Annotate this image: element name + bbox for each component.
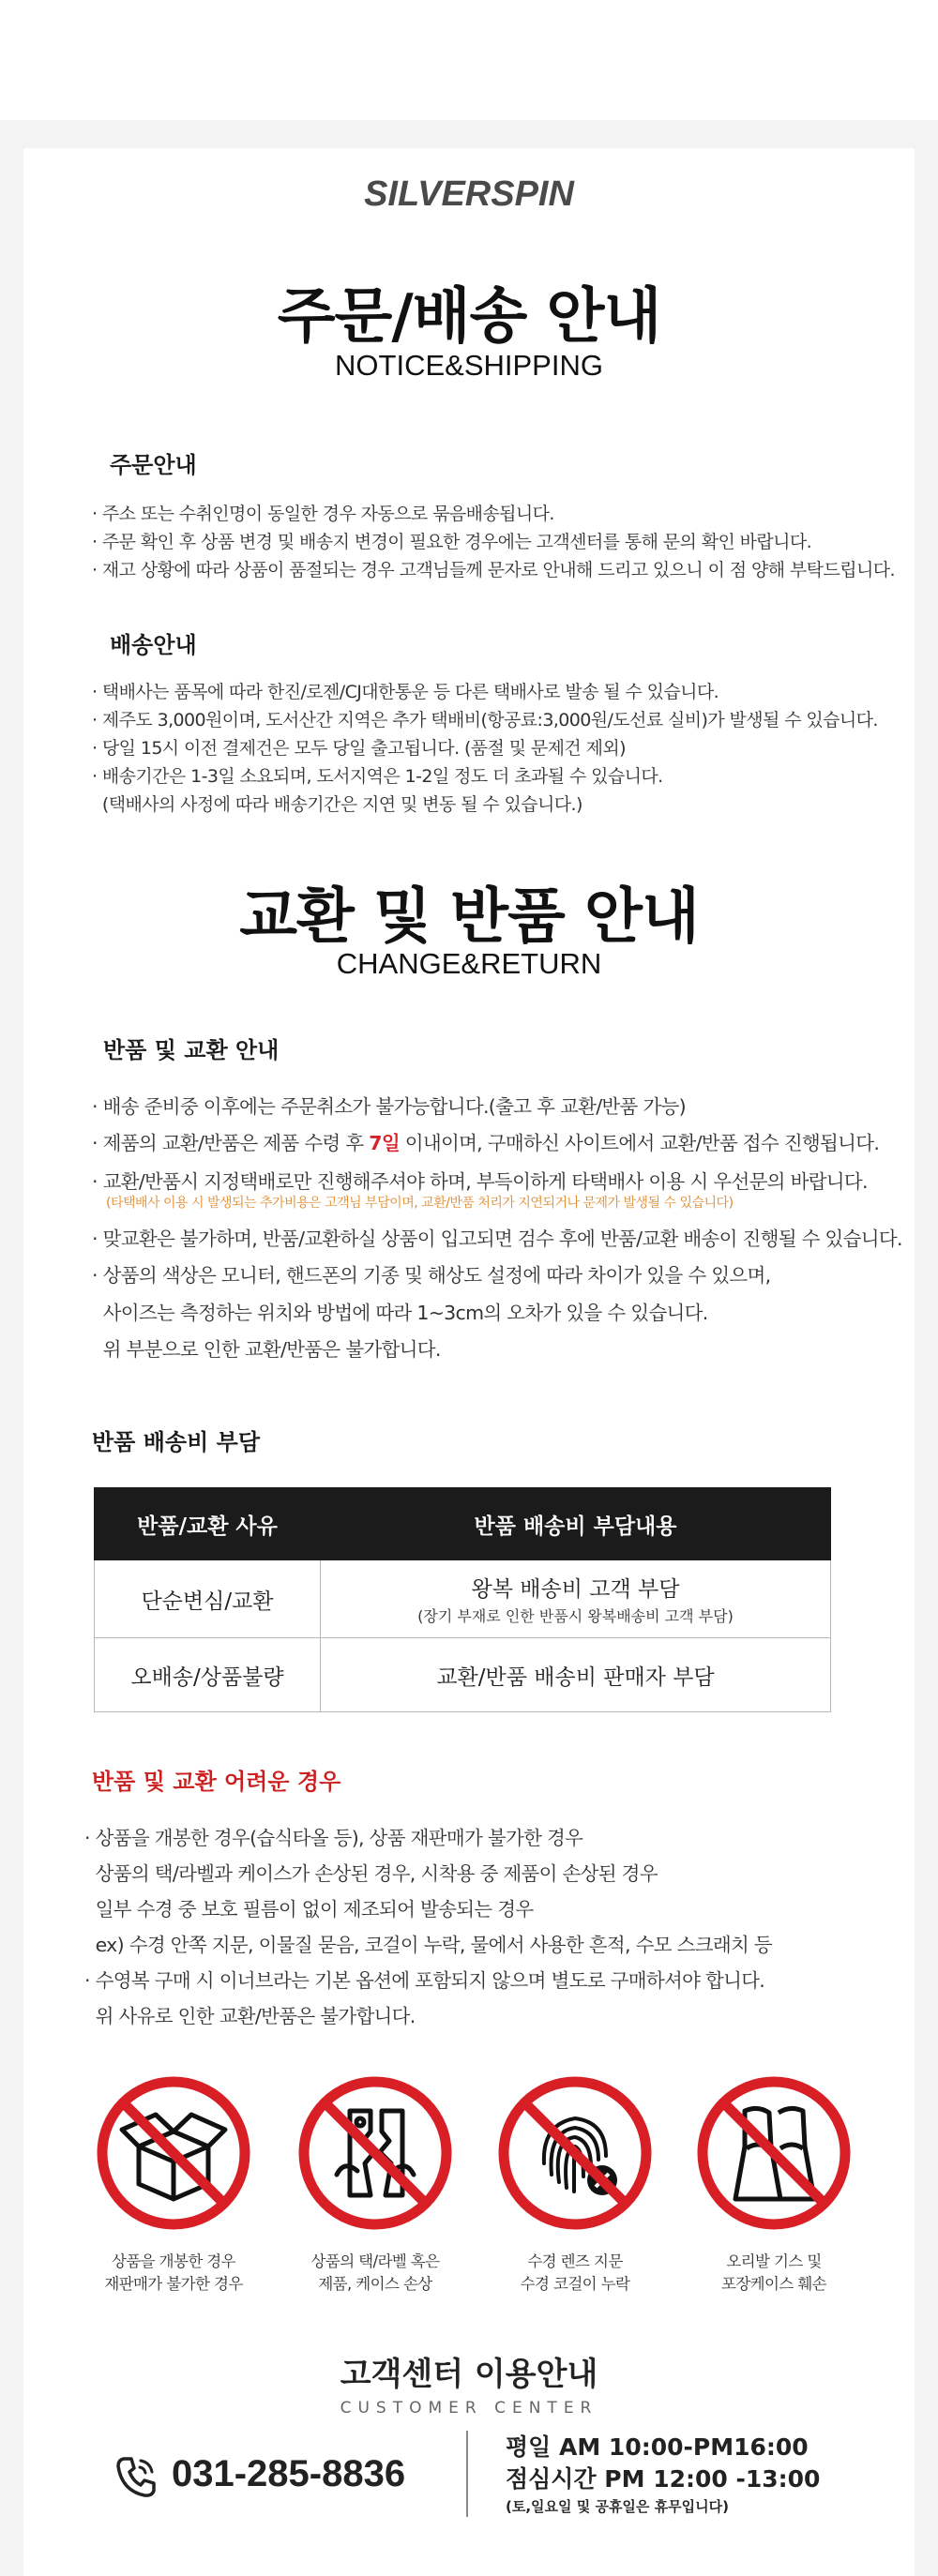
caption-line: 제품, 케이스 손상 xyxy=(318,2275,432,2293)
table-header-content: 반품 배송비 부담내용 xyxy=(321,1488,831,1560)
order-heading: 주문안내 xyxy=(110,452,197,478)
caption-line: 상품의 택/라벨 혹은 xyxy=(310,2252,440,2270)
difficult-line: 상품의 택/라벨과 케이스가 손상된 경우, 시착용 중 제품이 손상된 경우 xyxy=(84,1862,658,1885)
fingerprint-icon xyxy=(495,2073,655,2233)
icon-caption xyxy=(272,2251,478,2296)
caption-line: 수경 렌즈 지문 xyxy=(527,2252,623,2270)
icon-caption xyxy=(472,2251,678,2296)
vertical-divider xyxy=(466,2431,468,2517)
info-card xyxy=(23,148,915,2576)
top-blank-area xyxy=(0,0,938,120)
difficult-cases-heading: 반품 및 교환 어려운 경우 xyxy=(92,1769,341,1795)
caption-line: 재판매가 불가한 경우 xyxy=(104,2275,243,2293)
return-exchange-heading: 반품 및 교환 안내 xyxy=(103,1037,280,1063)
order-line: · 재고 상황에 따라 상품이 품절되는 경우 고객님들께 문자로 안내해 드리고 있으니 이 점 양해 부탁드립니다. xyxy=(92,560,895,580)
fins-icon xyxy=(694,2073,854,2233)
change-return-title: 교환 및 반품 안내 xyxy=(239,882,699,952)
order-shipping-title: 주문/배송 안내 xyxy=(277,282,661,352)
return-line-part: 이내이며, 구매하신 사이트에서 교환/반품 접수 진행됩니다. xyxy=(399,1132,880,1154)
return-line-part: · 제품의 교환/반품은 제품 수령 후 xyxy=(92,1132,370,1154)
order-shipping-subtitle: NOTICE&SHIPPING xyxy=(335,349,603,382)
shipping-line: · 제주도 3,000원이며, 도서산간 지역은 추가 택배비(항공료:3,000원/도선료 실비)가 발생될 수 있습니다. xyxy=(92,710,878,731)
shipping-line: · 배송기간은 1-3일 소요되며, 도서지역은 1-2일 정도 더 초과될 수 있습니다. xyxy=(92,766,663,787)
brand-logo: SILVERSPIN xyxy=(364,174,574,214)
customer-center-title: 고객센터 이용안내 xyxy=(340,2356,598,2393)
content-note: (장기 부재로 인한 반품시 왕복배송비 고객 부담) xyxy=(417,1607,734,1625)
return-line: · 교환/반품시 지정택배로만 진행해주셔야 하며, 부득이하게 타택배사 이용 시 우선문의 바랍니다. xyxy=(92,1170,868,1193)
difficult-line: ex) 수경 안쪽 지문, 이물질 묻음, 코걸이 누락, 물에서 사용한 흔적, 수모 스크래치 등 xyxy=(84,1934,772,1956)
table-header-reason: 반품/교환 사유 xyxy=(95,1488,321,1560)
icon-caption xyxy=(671,2251,877,2296)
return-line: 사이즈는 측정하는 위치와 방법에 따라 1~3cm의 오차가 있을 수 있습니다. xyxy=(92,1302,708,1324)
customer-center-subtitle: CUSTOMER CENTER xyxy=(340,2399,598,2418)
icon-caption xyxy=(70,2251,277,2296)
holiday-note: (토,일요일 및 공휴일은 휴무입니다) xyxy=(506,2498,729,2515)
difficult-line: · 수영복 구매 시 이너브라는 기본 옵션에 포함되지 않으며 별도로 구매하셔야 합니다. xyxy=(84,1969,765,1992)
caption-line: 포장케이스 훼손 xyxy=(720,2275,827,2293)
phone-icon xyxy=(113,2453,159,2504)
torn-tag-icon xyxy=(295,2073,455,2233)
difficult-line: 일부 수경 중 보호 필름이 없이 제조되어 발송되는 경우 xyxy=(84,1898,534,1921)
table-cell-reason: 단순변심/교환 xyxy=(95,1560,321,1638)
return-line: · 배송 준비중 이후에는 주문취소가 불가능합니다.(출고 후 교환/반품 가능) xyxy=(92,1095,686,1118)
content-main: 왕복 배송비 고객 부담 xyxy=(471,1577,680,1602)
open-box-icon xyxy=(94,2073,253,2233)
order-line: · 주문 확인 후 상품 변경 및 배송지 변경이 필요한 경우에는 고객센터를 통해 문의 확인 바랍니다. xyxy=(92,532,812,552)
return-line: 위 부분으로 인한 교환/반품은 불가합니다. xyxy=(92,1338,441,1361)
caption-line: 상품을 개봉한 경우 xyxy=(111,2252,235,2270)
difficult-line: 위 사유로 인한 교환/반품은 불가합니다. xyxy=(84,2005,416,2027)
shipping-line: (택배사의 사정에 따라 배송기간은 지연 및 변동 될 수 있습니다.) xyxy=(92,794,582,815)
difficult-line: · 상품을 개봉한 경우(습식타올 등), 상품 재판매가 불가한 경우 xyxy=(84,1827,583,1849)
seven-days-highlight: 7일 xyxy=(369,1132,400,1154)
lunch-hours: 점심시간 PM 12:00 -13:00 xyxy=(506,2465,821,2493)
weekday-hours: 평일 AM 10:00-PM16:00 xyxy=(506,2433,809,2461)
caption-line: 오리발 기스 및 xyxy=(726,2252,822,2270)
table-row xyxy=(95,1560,831,1638)
change-return-subtitle: CHANGE&RETURN xyxy=(336,947,602,980)
table-row xyxy=(95,1638,831,1712)
return-fee-heading: 반품 배송비 부담 xyxy=(92,1429,260,1455)
return-fee-table xyxy=(94,1487,831,1712)
order-line: · 주소 또는 수취인명이 동일한 경우 자동으로 묶음배송됩니다. xyxy=(92,504,554,524)
caption-line: 수경 코걸이 누락 xyxy=(520,2275,630,2293)
table-cell-content xyxy=(321,1560,831,1638)
table-cell-content: 교환/반품 배송비 판매자 부담 xyxy=(321,1638,831,1712)
shipping-heading: 배송안내 xyxy=(110,632,197,658)
return-line-7days xyxy=(92,1127,879,1155)
return-line: · 상품의 색상은 모니터, 핸드폰의 기종 및 해상도 설정에 따라 차이가 있을 수 있으며, xyxy=(92,1264,771,1287)
phone-number[interactable]: 031-285-8836 xyxy=(172,2453,406,2494)
shipping-line: · 당일 15시 이전 결제건은 모두 당일 출고됩니다. (품절 및 문제건 제외) xyxy=(92,738,626,759)
return-note: (타택배사 이용 시 발생되는 추가비용은 고객님 부담이며, 교환/반품 처리가 지연되거나 문제가 발생될 수 있습니다) xyxy=(106,1196,734,1211)
table-cell-reason: 오배송/상품불량 xyxy=(95,1638,321,1712)
return-line: · 맞교환은 불가하며, 반품/교환하실 상품이 입고되면 검수 후에 반품/교환 배송이 진행될 수 있습니다. xyxy=(92,1228,902,1250)
shipping-line: · 택배사는 품목에 따라 한진/로젠/CJ대한통운 등 다른 택배사로 발송 될 수 있습니다. xyxy=(92,682,719,702)
